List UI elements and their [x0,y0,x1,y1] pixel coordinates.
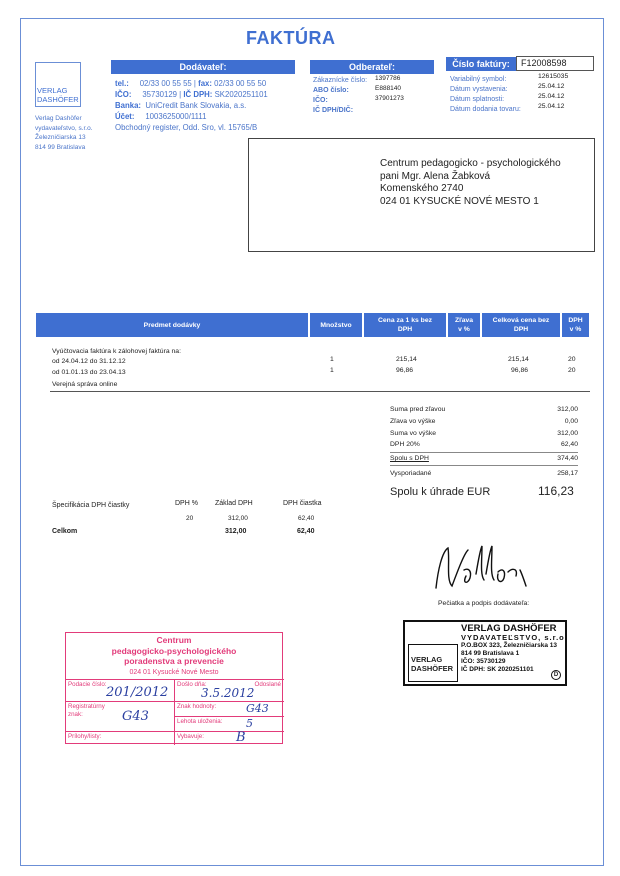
total-value: 312,00 [557,406,578,413]
vat-row-amount: 62,40 [298,515,315,522]
signature-caption: Pečiatka a podpis dodávateľa: [438,600,530,607]
table-intro: Vyúčtovacia faktúra k zálohovej faktúra na: [52,348,181,355]
table-row-item: od 24.04.12 do 31.12.12 [52,358,126,365]
icdph-label: IČ DPH: [183,90,213,99]
prilohy-label: Prílohy/listy: [68,733,102,740]
account-value: 1003625000/1111 [145,112,207,121]
company-stamp-logo [408,644,458,682]
hodnota-label: Znak hodnoty: [177,703,217,710]
handwritten-doslo: 3.5.2012 [201,686,255,700]
customer-ico-label: IČO: [313,97,328,104]
company-stamp-line: P.O.BOX 323, Železničiarska 13 [461,642,557,649]
lehota-cell [174,716,284,731]
total-label: Vysporiadané [390,470,432,477]
col-header-price: Cena za 1 ks bez DPH [364,313,446,337]
supplier-address-line: Verlag Dashöfer [35,115,82,122]
supplier-address-line: vydavateľstvo, s.r.o. [35,124,93,132]
col-header-vat: DPH v % [562,313,589,337]
table-row-vat: 20 [568,356,576,363]
table-row-total: 96,86 [511,367,529,374]
totals-divider [390,465,578,466]
supplier-address [35,114,115,152]
total-label: DPH 20% [390,441,420,448]
customer-number-value: 1397786 [375,75,401,82]
odoslane-label: Odoslané [254,681,281,688]
company-stamp-logo-line: VERLAG [411,655,443,664]
total-value: 312,00 [557,430,578,437]
grand-total-label: Spolu k úhrade EUR [390,486,491,498]
abo-label: ABO číslo: [313,87,349,94]
handwritten-lehota: 5 [246,717,253,730]
table-divider [50,391,590,392]
vybavuje-cell [174,731,284,745]
bank-value: UniCredit Bank Slovakia, a.s. [145,101,247,110]
delivery-date-label: Dátum dodania tovaru: [450,106,521,113]
customer-values [375,74,404,104]
due-date-value: 25.04.12 [538,93,565,100]
company-stamp-line: IČO: 35730129 [461,658,506,665]
total-value: 258,17 [557,470,578,477]
customer-number-label: Zákaznícke číslo: [313,77,368,84]
address-line: pani Mgr. Alena Žabková [380,170,491,182]
vat-total-label: Celkom [52,528,78,535]
vybavuje-label: Vybavuje: [177,733,204,740]
table-row-item: od 01.01.13 do 23.04.13 [52,369,126,376]
company-stamp [403,620,567,686]
total-label: Suma vo výške [390,430,437,437]
invoice-values [538,72,568,112]
handwritten-signature [428,540,538,596]
supplier-address-line: 814 99 Bratislava [35,143,86,151]
copyright-icon: D [551,670,561,680]
prilohy-cell [66,731,174,745]
register-info: Obchodný register, Odd. Sro, vl. 15765/B [115,123,258,132]
vat-total-amount: 62,40 [297,528,315,535]
fax-value: 02/33 00 55 50 [214,79,267,88]
vat-col-amount: DPH čiastka [283,500,322,507]
logo-line-1: VERLAG [37,86,68,95]
customer-header: Odberateľ: [310,60,434,74]
company-stamp-line: VERLAG DASHÖFER [461,623,557,634]
due-date-label: Dátum splatnosti: [450,96,505,103]
col-header-item: Predmet dodávky [36,313,308,337]
handwritten-registr: G43 [122,709,149,724]
logo-line-2: DASHÖFER [37,95,79,104]
company-stamp-line: 814 99 Bratislava 1 [461,650,520,657]
registry-stamp [65,632,283,744]
table-row-qty: 1 [330,367,334,374]
recipient-address [380,158,561,208]
supplier-address-line: Železničiarska 13 [35,134,86,141]
supplier-header: Dodávateľ: [111,60,295,74]
podacie-label: Podacie číslo: [68,681,107,688]
variable-symbol-label: Variabilný symbol: [450,76,507,83]
page-title: FAKTÚRA [246,28,336,48]
totals-divider [390,452,578,453]
col-header-qty: Množstvo [310,313,362,337]
stamp-heading-line: pedagogicko-psychologického [111,645,237,656]
vat-total-base: 312,00 [225,528,247,535]
vat-col-base: Základ DPH [215,500,253,507]
lehota-label: Lehota uloženia: [177,718,223,725]
company-stamp-line: IČ DPH: SK 2020251101 [461,666,534,673]
stamp-heading-line: poradenstva a prevencie [124,656,224,666]
total-value: 374,40 [557,455,578,462]
table-row-price: 96,86 [396,367,414,374]
vat-col-pct: DPH % [175,500,198,507]
supplier-details: tel.: 02/33 00 55 55 | fax: 02/33 00 55 50 IČO: 35730129 | IČ DPH: SK2020251101 Banka: UniCredit Bank Slovakia, a.s. Účet: 1003625000/1111 Obchodný register, Odd. Sro, vl. 15765/B [115,79,268,132]
fax-label: fax: [198,79,212,88]
total-value: 62,40 [560,441,578,448]
customer-labels [313,76,367,116]
icdph-value: SK2020251101 [214,90,268,99]
bank-label: Banka: [115,101,141,110]
company-stamp-logo-line: DASHÖFER [411,664,454,673]
registr-label: Registratúrny znak: [68,703,105,718]
total-label: Spolu s DPH [390,455,429,462]
invoice-number-label: Číslo faktúry: [446,57,516,71]
invoice-labels [450,75,521,115]
total-label: Zľava vo výške [390,418,436,425]
address-line: 024 01 KYSUCKÉ NOVÉ MESTO 1 [380,195,539,207]
col-header-total: Celková cena bez DPH [482,313,560,337]
customer-ico-value: 37901273 [375,95,404,102]
vat-row-base: 312,00 [228,515,248,522]
stamp-heading-line: Centrum [156,635,192,645]
address-line: Centrum pedagogicko - psychologického [380,158,561,169]
table-footer-item: Verejná správa online [52,381,118,388]
account-label: Účet: [115,112,135,121]
doslo-label: Došlo dňa: [177,681,207,688]
table-row-vat: 20 [568,367,576,374]
issue-date-value: 25.04.12 [538,83,565,90]
total-label: Suma pred zľavou [390,406,446,413]
table-row-qty: 1 [330,356,334,363]
tel-value: 02/33 00 55 55 [139,79,192,88]
ico-label: IČO: [115,90,132,99]
handwritten-hodnota: G43 [246,702,269,715]
handwritten-podacie: 201/2012 [106,685,169,700]
table-row-total: 215,14 [508,356,529,363]
vat-row-pct: 20 [186,515,194,522]
company-stamp-line: VYDAVATEĽSTVO, s.r.o. [461,633,568,642]
ico-value: 35730129 [142,90,178,99]
col-header-discount: Zľava v % [448,313,480,337]
vat-spec-title: Špecifikácia DPH čiastky [52,502,130,509]
invoice-number-value: F12008598 [516,56,594,71]
delivery-date-value: 25.04.12 [538,103,565,110]
total-value: 0,00 [564,418,578,425]
stamp-subheading: 024 01 Kysucké Nové Mesto [129,669,219,676]
variable-symbol-value: 12615035 [538,73,569,80]
registr-cell [66,701,174,731]
table-row-price: 215,14 [396,356,417,363]
abo-value: E888140 [375,85,402,92]
supplier-logo [35,62,81,107]
customer-icdph-label: IČ DPH/DIČ: [313,107,354,114]
tel-label: tel.: [115,79,129,88]
handwritten-vybavuje: B [236,730,246,745]
grand-total-value: 116,23 [538,484,574,498]
address-line: Komenského 2740 [380,183,464,194]
issue-date-label: Dátum vystavenia: [450,86,508,93]
